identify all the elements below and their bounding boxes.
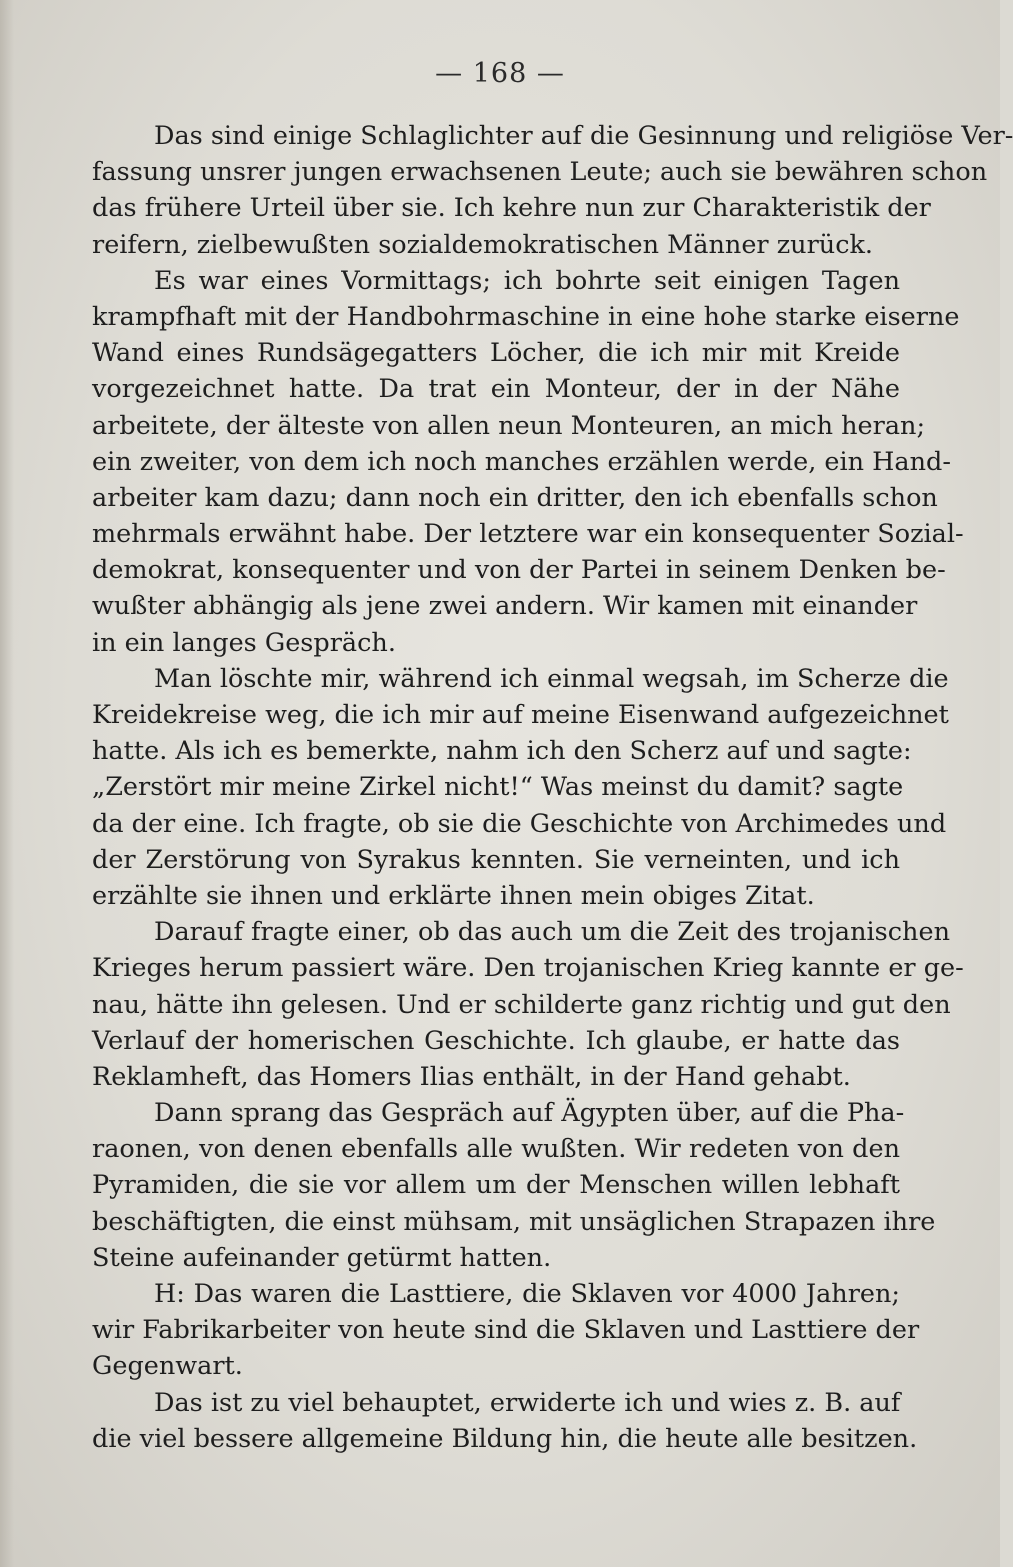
text-line: wir Fabrikarbeiter von heute sind die Sklaven und Lasttiere der (92, 1315, 920, 1346)
text-line: fassung unsrer jungen erwachsenen Leute; auch sie bewähren schon (92, 157, 988, 188)
text-line: arbeitete, der älteste von allen neun Monteuren, an mich heran; (92, 410, 926, 441)
text-line: Dann sprang das Gespräch auf Ägypten über, auf die Pha- (154, 1098, 905, 1129)
text-line: Gegenwart. (92, 1351, 243, 1382)
text-line: H: Das waren die Lasttiere, die Sklaven vor 4000 Jahren; (154, 1279, 900, 1309)
text-line: Das sind einige Schlaglichter auf die Gesinnung und religiöse Ver- (154, 121, 1013, 151)
text-line: da der eine. Ich fragte, ob sie die Geschichte von Archimedes und (92, 808, 947, 839)
body-text (92, 118, 1013, 1457)
text-line: die viel bessere allgemeine Bildung hin, die heute alle besitzen. (92, 1423, 918, 1454)
text-line: nau, hätte ihn gelesen. Und er schilderte ganz richtig und gut den (92, 989, 951, 1020)
text-line: vorgezeichnet hatte. Da trat ein Monteur, der in der Nähe (92, 374, 900, 405)
text-line: das frühere Urteil über sie. Ich kehre nun zur Charakteristik der (92, 193, 931, 224)
page-edge-shadow (0, 0, 14, 1567)
text-line: mehrmals erwähnt habe. Der letztere war ein konsequenter Sozial- (92, 519, 964, 550)
text-line: Steine aufeinander getürmt hatten. (92, 1242, 552, 1273)
paragraph (92, 914, 964, 1095)
page-number: — 168 — (435, 58, 565, 89)
text-line: der Zerstörung von Syrakus kennten. Sie verneinten, und ich (92, 844, 900, 875)
text-line: ein zweiter, von dem ich noch manches erzählen werde, ein Hand- (92, 446, 951, 477)
text-line: Es war eines Vormittags; ich bohrte seit einigen Tagen (154, 265, 900, 296)
text-line: Verlauf der homerischen Geschichte. Ich glaube, er hatte das (92, 1025, 900, 1056)
text-line: wußter abhängig als jene zwei andern. Wir kamen mit einander (92, 591, 918, 622)
paragraph (92, 1095, 936, 1276)
text-line: Wand eines Rundsägegatters Löcher, die ich mir mit Kreide (92, 338, 900, 369)
text-line: Das ist zu viel behauptet, erwiderte ich und wies z. B. auf (154, 1387, 901, 1418)
text-line: Reklamheft, das Homers Ilias enthält, in der Hand gehabt. (92, 1061, 851, 1092)
text-line: hatte. Als ich es bemerkte, nahm ich den Scherz auf und sagte: (92, 736, 912, 767)
paragraph (92, 263, 964, 661)
paragraph (92, 661, 949, 914)
text-line: reifern, zielbewußten sozialdemokratischen Männer zurück. (92, 229, 874, 260)
text-line: krampfhaft mit der Handbohrmaschine in eine hohe starke eiserne (92, 301, 960, 332)
text-line: in ein langes Gespräch. (92, 627, 396, 658)
paragraph (92, 1385, 918, 1457)
paragraph (92, 118, 1013, 263)
text-line: erzählte sie ihnen und erklärte ihnen mein obiges Zitat. (92, 880, 815, 911)
text-line: arbeiter kam dazu; dann noch ein dritter, den ich ebenfalls schon (92, 482, 938, 513)
text-line: beschäftigten, die einst mühsam, mit unsäglichen Strapazen ihre (92, 1206, 936, 1237)
text-line: raonen, von denen ebenfalls alle wußten. Wir redeten von den (92, 1134, 900, 1165)
text-line: demokrat, konsequenter und von der Partei in seinem Denken be- (92, 555, 946, 586)
text-line: Darauf fragte einer, ob das auch um die Zeit des trojanischen (154, 917, 950, 948)
text-line: Krieges herum passiert wäre. Den trojanischen Krieg kannte er ge- (92, 953, 964, 984)
text-line: „Zerstört mir meine Zirkel nicht!“ Was meinst du damit? sagte (92, 772, 904, 803)
text-line: Kreidekreise weg, die ich mir auf meine Eisenwand aufgezeichnet (92, 700, 949, 730)
text-line: Man löschte mir, während ich einmal wegsah, im Scherze die (154, 663, 949, 694)
paragraph (92, 1276, 920, 1385)
text-line: Pyramiden, die sie vor allem um der Menschen willen lebhaft (92, 1170, 900, 1201)
